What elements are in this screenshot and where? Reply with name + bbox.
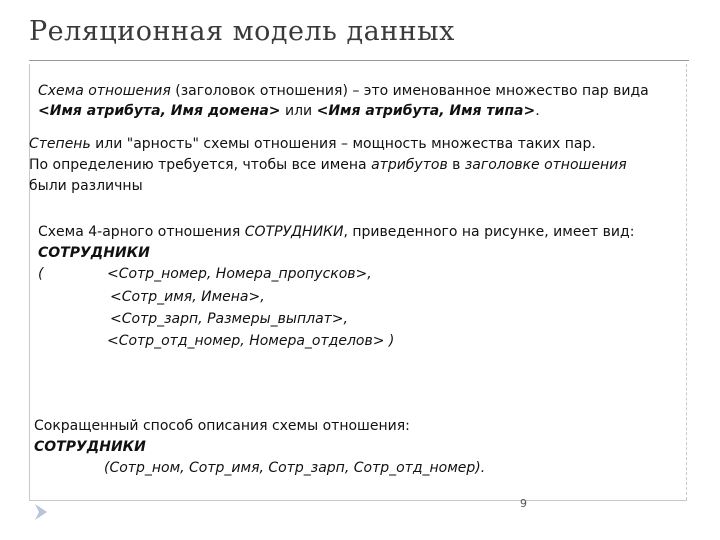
- degree-text: или "арность" схемы отношения – мощность множества таких пар.: [90, 136, 596, 152]
- degree-line-3: были различны: [29, 178, 143, 194]
- schema-definition-line-2: [38, 102, 540, 121]
- term-relation-schema: Схема отношения: [38, 83, 171, 99]
- example-pair-3: <Сотр_зарп, Размеры_выплат>,: [110, 311, 348, 327]
- degree-line-1: [29, 135, 596, 154]
- pair-attribute-domain: <Имя атрибута, Имя домена>: [38, 103, 281, 119]
- term-degree: Степень: [29, 136, 91, 152]
- example-pair-2: <Сотр_имя, Имена>,: [110, 289, 265, 305]
- frame-bottom-line: [29, 500, 687, 501]
- short-form-schema-name: СОТРУДНИКИ: [34, 439, 146, 455]
- example-intro-line: [38, 223, 634, 242]
- pair-period: .: [535, 103, 540, 119]
- term-relation-header: заголовке отношения: [464, 157, 627, 173]
- term-attributes: атрибутов: [371, 157, 448, 173]
- example-relation-name: СОТРУДНИКИ: [244, 224, 344, 240]
- example-pair-1: <Сотр_номер, Номера_пропусков>,: [107, 266, 372, 282]
- example-pair-4: <Сотр_отд_номер, Номера_отделов> ): [107, 333, 395, 349]
- requirement-text: По определению требуется, чтобы все имена: [29, 157, 372, 173]
- chevron-right-icon: [33, 502, 49, 522]
- page-number: 9: [520, 497, 527, 510]
- example-schema-name: СОТРУДНИКИ: [38, 245, 150, 261]
- page-title: Реляционная модель данных: [29, 16, 455, 47]
- frame-left-line: [29, 64, 30, 500]
- pair-or: или: [280, 103, 317, 119]
- short-form-intro: Сокращенный способ описания схемы отношения:: [34, 418, 410, 434]
- title-divider: [29, 60, 689, 61]
- short-form-attributes: (Сотр_ном, Сотр_имя, Сотр_зарп, Сотр_отд_номер).: [104, 460, 486, 476]
- schema-definition-line-1: [38, 82, 649, 101]
- frame-right-line: [686, 64, 687, 500]
- degree-line-2: [29, 156, 627, 175]
- schema-definition-text: (заголовок отношения) – это именованное множество пар вида: [170, 83, 649, 99]
- example-intro-rest: , приведенного на рисунке, имеет вид:: [343, 224, 635, 240]
- example-intro-text: Схема 4-арного отношения: [38, 224, 245, 240]
- requirement-in: в: [447, 157, 465, 173]
- example-open-brace: (: [38, 266, 44, 282]
- pair-attribute-type: <Имя атрибута, Имя типа>: [316, 103, 536, 119]
